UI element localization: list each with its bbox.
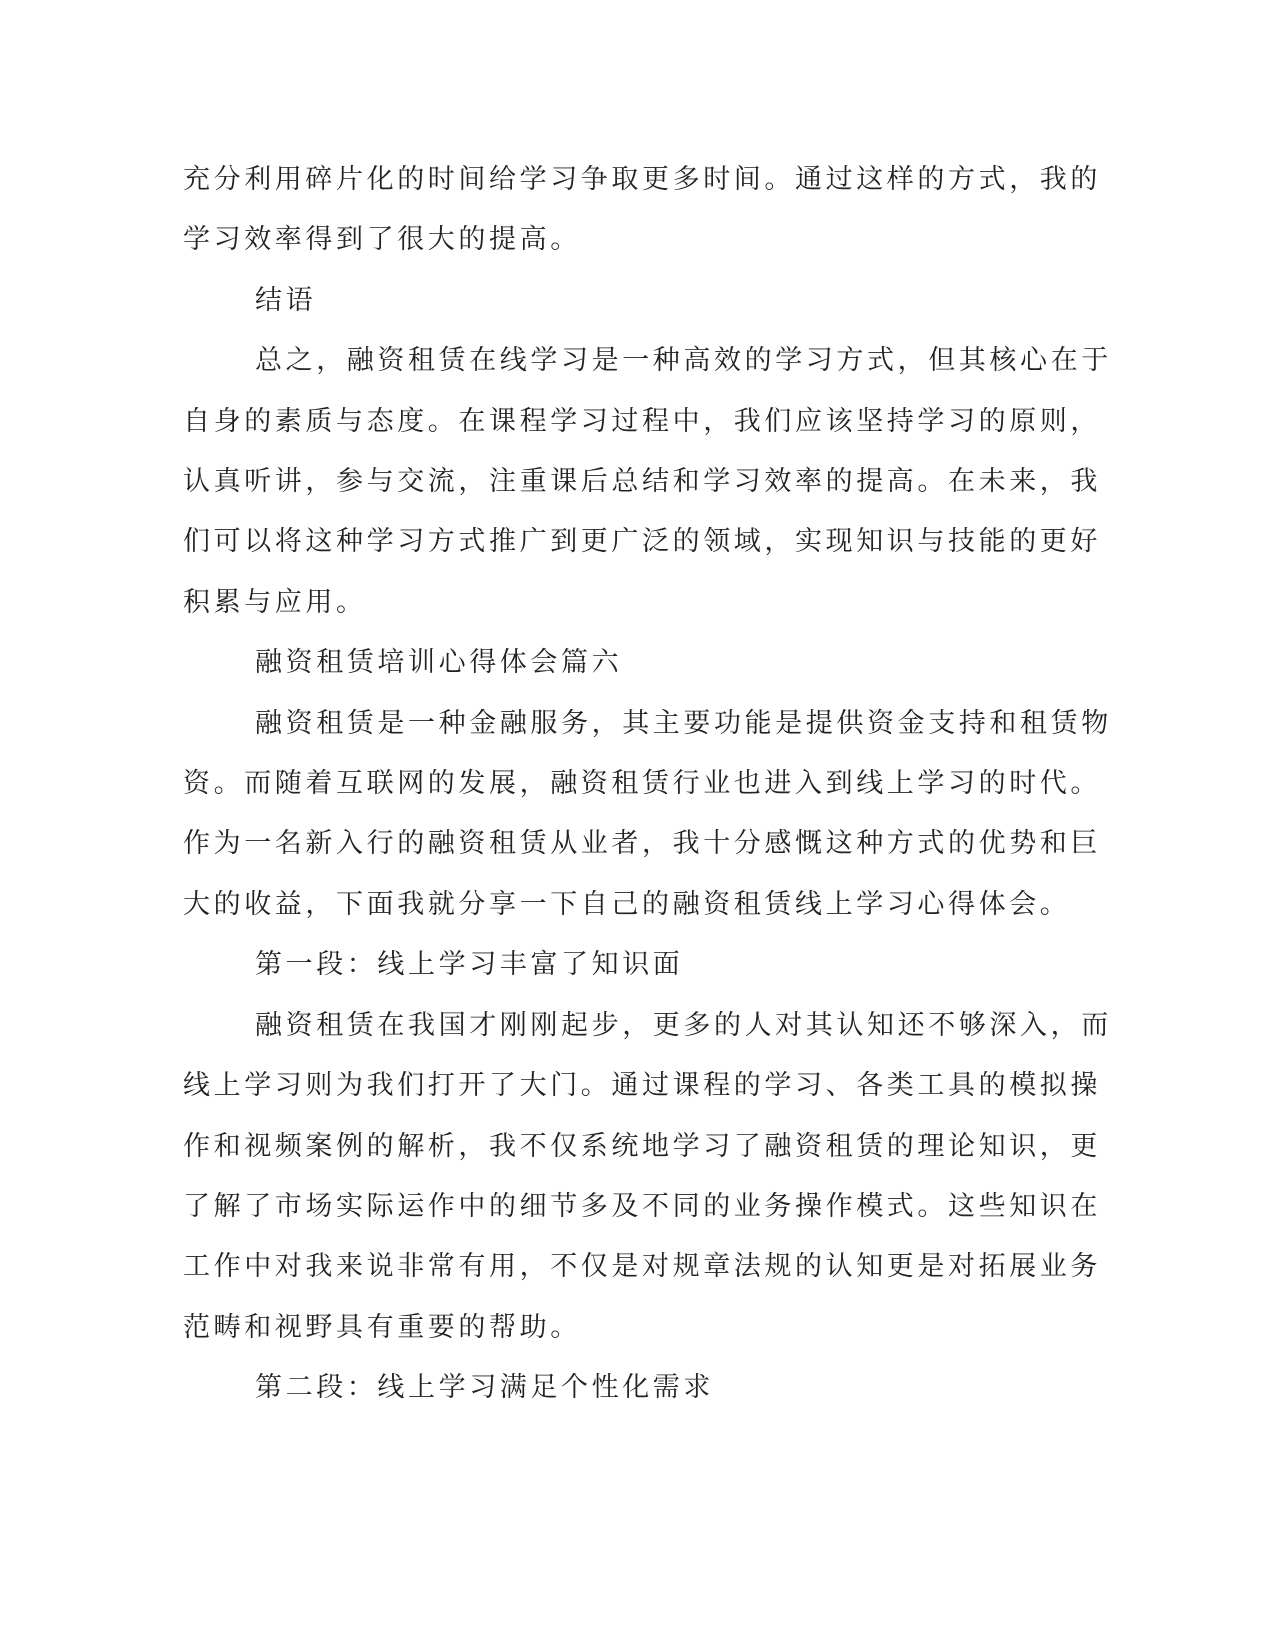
text-line: 学习效率得到了很大的提高。 [183,224,581,256]
text-line: 自身的素质与态度。在课程学习过程中，我们应该坚持学习的原则， [183,405,1101,437]
section-heading [183,633,1083,693]
section-heading [183,271,1083,331]
text-line: 融资租赁在我国才刚刚起步，更多的人对其认知还不够深入，而 [255,1009,1112,1041]
text-line: 资。而随着互联网的发展，融资租赁行业也进入到线上学习的时代。 [183,768,1101,800]
body-paragraph [183,331,1112,633]
section-heading [183,1358,1083,1418]
text-line: 融资租赁是一种金融服务，其主要功能是提供资金支持和租赁物 [255,707,1112,739]
text-line: 第二段：线上学习满足个性化需求 [255,1372,714,1404]
text-line: 线上学习则为我们打开了大门。通过课程的学习、各类工具的模拟操 [183,1070,1101,1102]
text-line: 融资租赁培训心得体会篇六 [255,647,623,679]
text-line: 认真听讲，参与交流，注重课后总结和学习效率的提高。在未来，我 [183,466,1101,498]
document-page [183,150,1112,1419]
text-line: 工作中对我来说非常有用，不仅是对规章法规的认知更是对拓展业务 [183,1251,1101,1283]
text-line: 大的收益，下面我就分享一下自己的融资租赁线上学习心得体会。 [183,888,1071,920]
body-paragraph [183,150,1101,271]
text-line: 作和视频案例的解析，我不仅系统地学习了融资租赁的理论知识，更 [183,1130,1101,1162]
body-paragraph [183,996,1112,1358]
text-line: 总之，融资租赁在线学习是一种高效的学习方式，但其核心在于 [255,345,1112,377]
text-line: 范畴和视野具有重要的帮助。 [183,1311,581,1343]
text-line: 作为一名新入行的融资租赁从业者，我十分感慨这种方式的优势和巨 [183,828,1101,860]
text-line: 们可以将这种学习方式推广到更广泛的领域，实现知识与技能的更好 [183,526,1101,558]
text-line: 结语 [255,284,317,316]
text-line: 了解了市场实际运作中的细节多及不同的业务操作模式。这些知识在 [183,1190,1101,1222]
section-heading [183,935,1083,995]
body-paragraph [183,694,1112,936]
text-line: 充分利用碎片化的时间给学习争取更多时间。通过这样的方式，我的 [183,164,1101,195]
text-line: 积累与应用。 [183,586,367,618]
text-line: 第一段：线上学习丰富了知识面 [255,949,684,981]
